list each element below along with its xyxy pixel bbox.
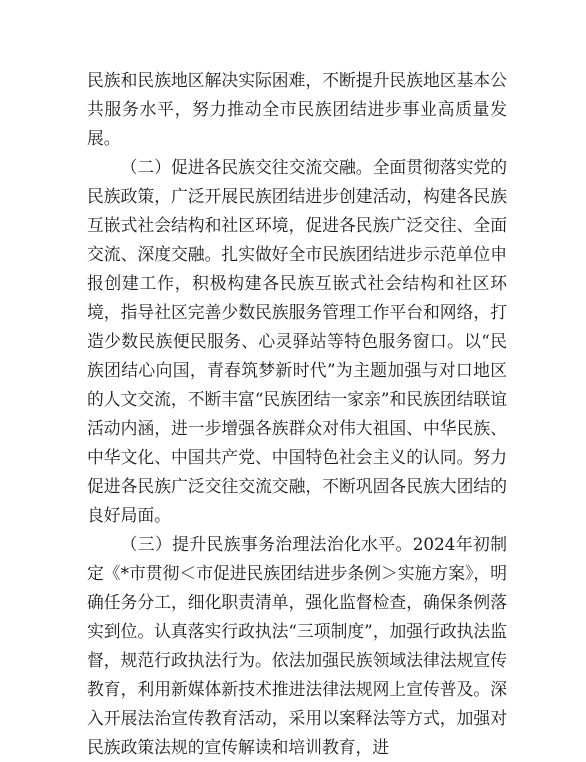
paragraph-section-two: （二）促进各民族交往交流交融。全面贯彻落实党的民族政策，广泛开展民族团结进步创建活动，构建各民族互嵌式社会结构和社区环境，促进各民族广泛交往、全面交流、深度交融。扎实做好全市民族团结进步示范单位申报创建工作，积极构建各民族互嵌式社会结构和社区环境，指导社区完善少数民族服务管理工作平台和网络，打造少数民族便民服务、心灵驿站等特色服务窗口。以“民族团结心向国，青春筑梦新时代”为主题加强与对口地区的人文交流，不断丰富“民族团结一家亲”和民族团结联谊活动内涵，进一步增强各族群众对伟大祖国、中华民族、中华文化、中国共产党、中国特色社会主义的认同。努力促进各民族广泛交往交流交融，不断巩固各民族大团结的良好局面。 (87, 157, 507, 525)
paragraph-section-three: （三）提升民族事务治理法治化水平。2024年初制定《*市贯彻＜市促进民族团结进步条例＞实施方案》，明确任务分工，细化职责清单，强化监督检查，确保条例落实到位。认真落实行政执法“三项制度”，加强行政执法监督，规范行政执法行为。依法加强民族领域法律法规宣传教育，利用新媒体新技术推进法律法规网上宣传普及。深入开展法治宣传教育活动，采用以案释法等方式，加强对民族政策法规的宣传解读和培训教育，进 (87, 534, 507, 757)
document-body (87, 66, 507, 762)
paragraph-continuation: 民族和民族地区解决实际困难，不断提升民族地区基本公共服务水平，努力推动全市民族团结进步事业高质量发展。 (87, 70, 507, 148)
